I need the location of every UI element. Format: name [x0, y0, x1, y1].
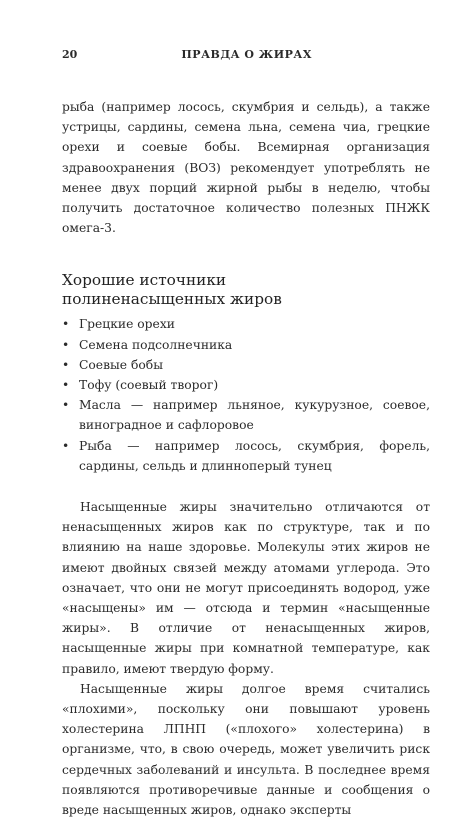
book-page	[62, 48, 430, 820]
list-item: • Грецкие орехи	[62, 314, 430, 334]
section-heading-line2: полиненасыщенных жиров	[62, 290, 282, 309]
bullet-icon: •	[62, 378, 70, 393]
page-number: 20	[62, 48, 78, 61]
section-heading	[62, 271, 430, 309]
bullet-icon: •	[62, 317, 70, 332]
section-heading-line1: Хорошие источники	[62, 271, 227, 290]
intro-paragraph: рыба (например лосось, скумбрия и сельдь), а также устрицы, сардины, семена льна, семена чиа, грецкие орехи и соевые бобы. Всемирная организация здравоохранения (ВОЗ) рекомендует употреблять не менее двух порций жирной рыбы в неделю, чтобы получить достаточное количество полезных ПНЖК омега-3.	[62, 100, 430, 236]
bullet-icon: •	[62, 357, 70, 372]
body-text	[62, 97, 430, 820]
bullet-icon: •	[62, 398, 70, 413]
running-header	[62, 48, 430, 68]
list-item: • Рыба — например лосось, скумбрия, форель, сардины, сельдь и длинноперый тунец	[62, 436, 430, 476]
list-item: • Тофу (соевый творог)	[62, 375, 430, 395]
sources-list	[62, 314, 430, 476]
list-item: • Соевые бобы	[62, 355, 430, 375]
running-title: ПРАВДА О ЖИРАХ	[181, 48, 312, 61]
paragraph-saturated-fats-health: Насыщенные жиры долгое время считались «плохими», поскольку они повышают уровень холестерина ЛПНП («плохого» холестерина) в организме, что, в свою очередь, может увеличить риск сердечных заболеваний и инсульта. В последнее время появляются противоречивые данные и сообщения о вреде насыщенных жиров, однако эксперты	[62, 681, 430, 818]
list-item: • Масла — например льняное, кукурузное, соевое, виноградное и сафлоровое	[62, 395, 430, 435]
list-item: • Семена подсолнечника	[62, 335, 430, 355]
bullet-icon: •	[62, 337, 70, 352]
paragraph-saturated-fats: Насыщенные жиры значительно отличаются от ненасыщенных жиров как по структуре, так и по влиянию на наше здоровье. Молекулы этих жиров не имеют двойных связей между атомами углерода. Это означает, что они не могут присоединять водород, уже «насыщены» им — отсюда и термин «насыщенные жиры». В отличие от ненасыщенных жиров, насыщенные жиры при комнатной температуре, как правило, имеют твердую форму.	[62, 500, 430, 676]
bullet-icon: •	[62, 438, 70, 453]
